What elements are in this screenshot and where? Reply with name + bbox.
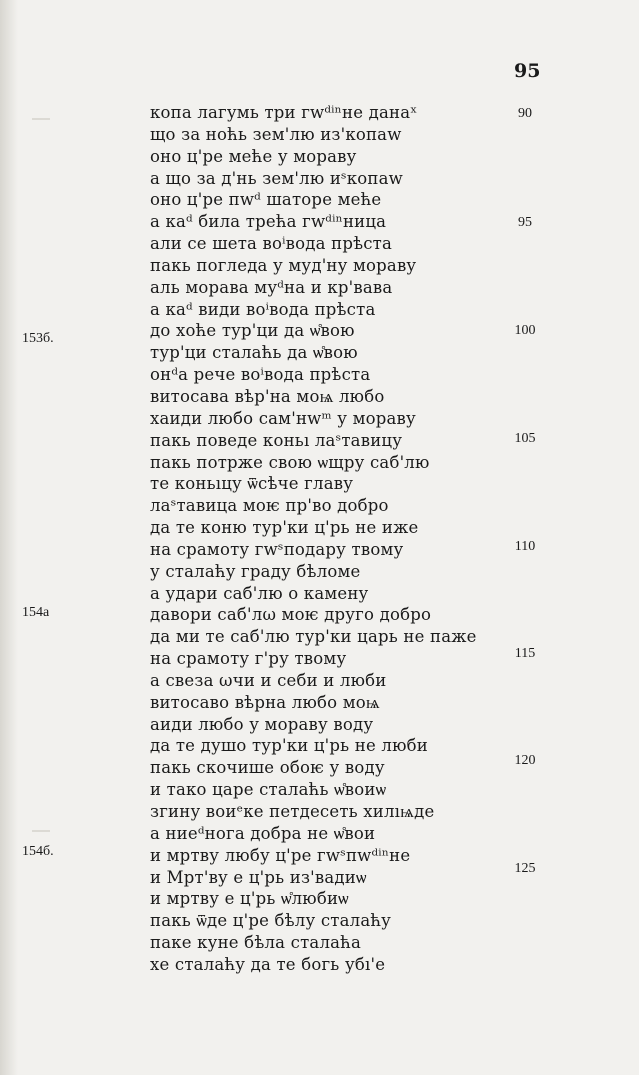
verse-line: и тако царе сталаћь ѡ̊воиѡ: [150, 780, 387, 800]
verse-line: и Мрт'ву е ц'рь из'вадиѡ: [150, 867, 367, 887]
verse-line: а каᵈ види воⁱвода прѣста: [150, 299, 376, 319]
bleed-through-mark: [32, 830, 50, 832]
folio-marker: 154а: [22, 605, 50, 620]
verse-line: паке куне бѣла сталаћа: [150, 933, 362, 953]
page-number: 95: [514, 60, 541, 82]
verse-line: у сталаћу граду бѣломе: [150, 561, 361, 581]
verse-line: и мртву любу ц'ре гwˢпwᵈⁱⁿне: [150, 845, 411, 865]
verse-line: що за ноћь зем'лю из'копаw: [150, 124, 402, 144]
verse-line: до хоће тур'ци да ѡ̊вою: [150, 321, 355, 341]
binding-shadow: [0, 0, 18, 1075]
verse-line: копа лагумь три гwᵈⁱⁿне данаˣ: [150, 103, 418, 122]
verse-line: витосава вѣр'на моѩ любо: [150, 386, 385, 406]
verse-line: на срамоту г'ру твому: [150, 649, 347, 669]
folio-marker: 154б.: [22, 844, 54, 859]
folio-marker: 153б.: [22, 331, 54, 346]
verse-line: да те коню тур'ки ц'рь не иже: [150, 518, 419, 538]
verse-line: и мртву е ц'рь ѡ̊любиѡ: [150, 889, 349, 909]
verse-line: на срамоту гwˢподару твому: [150, 539, 404, 559]
verse-line: те коньıцу ѿсѣче главу: [150, 474, 354, 494]
verse-line: тур'ци сталаћь да ѡ̊вою: [150, 343, 358, 363]
line-number: 90: [518, 106, 532, 121]
verse-line: аль морава муᵈна и кр'вава: [150, 277, 393, 297]
verse-line: аиди любо у мораву воду: [150, 714, 374, 734]
verse-line: а свеза ωчи и себи и люби: [150, 670, 387, 690]
verse-line: пакь погледа у муд'ну мораву: [150, 255, 417, 275]
verse-line: а що за д'нь зем'лю иˢкопаw: [150, 168, 403, 188]
verse-line: пакь потрже свою ѡщру саб'лю: [150, 452, 430, 472]
verse-line: а удари саб'лю о камену: [150, 583, 369, 603]
line-number: 120: [514, 753, 536, 768]
line-number: 110: [514, 539, 536, 554]
verse-line: згину воиᵉке петдесеть хилıѩде: [150, 802, 435, 821]
verse-line: пакь ѿде ц'ре бѣлу сталаћу: [150, 911, 392, 931]
line-number: 125: [514, 861, 536, 876]
verse-line: хе сталаћу да те богь убı'е: [150, 954, 386, 974]
verse-line: лаˢтавица моѥ пр'во добро: [150, 496, 389, 516]
verse-block: [150, 102, 477, 976]
verse-line: оно ц'ре меће у мораву: [150, 146, 357, 166]
verse-line: пакь скочише обоѥ у воду: [150, 758, 385, 778]
line-number: 100: [514, 323, 536, 338]
verse-line: витосаво вѣрна любо моѩ: [150, 692, 380, 712]
verse-line: онᵈа рече воⁱвода прѣста: [150, 365, 371, 385]
verse-line: да ми те саб'лю тур'ки царь не паже: [150, 627, 477, 647]
bleed-through-mark: [32, 118, 50, 120]
verse-line: оно ц'ре пwᵈ шаторе меће: [150, 190, 382, 210]
verse-line: а каᵈ била трећа гwᵈⁱⁿница: [150, 212, 387, 232]
verse-line: да те душо тур'ки ц'рь не люби: [150, 736, 428, 756]
verse-line: али се шета воⁱвода прѣста: [150, 234, 393, 254]
verse-line: пакь поведе коньı лаˢтавицу: [150, 430, 403, 450]
line-number: 115: [514, 646, 536, 661]
line-number: 95: [518, 215, 532, 230]
line-number: 105: [514, 431, 536, 446]
verse-line: хаиди любо сам'нwᵐ у мораву: [150, 408, 416, 428]
verse-line: давори саб'лω моѥ друго добро: [150, 605, 432, 625]
verse-line: а ниеᵈнога добра не ѡ̊вои: [150, 823, 376, 843]
